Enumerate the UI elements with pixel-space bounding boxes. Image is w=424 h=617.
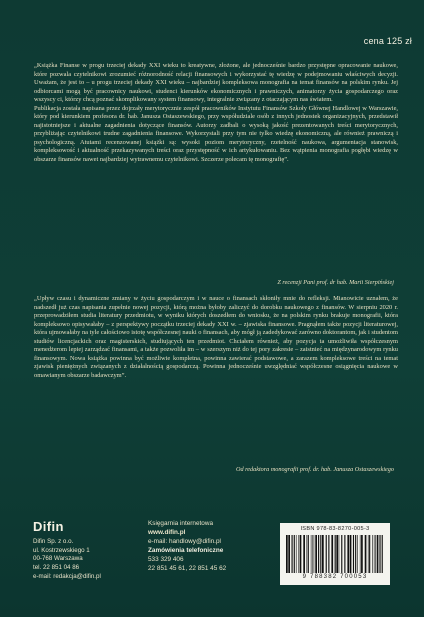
publisher-line: 00-768 Warszawa [33,555,83,563]
barcode-bar [331,535,333,573]
publisher-line: Difin Sp. z o.o. [33,538,74,545]
editor-signature: Od redaktora monografii prof. dr. hab. Janusza Ostaszewskiego [235,466,394,473]
publisher-line: ul. Kostrzewskiego 1 [33,546,90,554]
phone-orders-label: Zamówienia telefoniczne [148,547,224,555]
shop-title: Księgarnia internetowa [148,520,214,527]
barcode-bar [353,535,354,573]
barcode-bar [286,535,288,573]
barcode [280,523,390,585]
barcode-digits: 9 788382 700053 [302,574,368,580]
barcode-bar [328,535,329,573]
footer [0,505,424,617]
barcode-bars [286,535,384,573]
barcode-bar [372,535,373,573]
barcode-bar [326,535,327,573]
barcode-bar [288,535,290,573]
online-shop-info [148,519,226,574]
shop-phone: 533 329 406 [148,556,184,564]
barcode-bar [375,535,376,573]
review-ostaszewski [34,295,398,380]
barcode-bar [335,535,336,573]
barcode-bar [369,535,370,573]
isbn-text: ISBN 978-83-8270-005-3 [300,526,370,532]
shop-email: e-mail: handlowy@difin.pl [148,538,221,546]
shop-phone: 22 851 45 61, 22 851 45 62 [148,565,227,573]
barcode-bar [368,535,369,573]
barcode-bar [320,535,321,573]
publisher-address [33,538,101,582]
barcode-bar [303,535,305,573]
barcode-bar [347,535,349,573]
barcode-bar [308,535,309,573]
barcode-bar [322,535,324,573]
barcode-bar [374,535,375,573]
barcode-bar [311,535,312,573]
barcode-bar [292,535,293,573]
publisher-line: tel. 22 851 04 86 [33,564,80,572]
barcode-bar [294,535,295,573]
price-label: cena 125 zł [363,36,412,46]
barcode-bar [365,535,367,573]
barcode-bar [318,535,319,573]
barcode-bar [296,535,297,573]
barcode-bar [355,535,356,573]
barcode-bar [357,535,358,573]
barcode-bar [382,535,383,573]
barcode-bar [339,535,340,573]
barcode-bar [377,535,379,573]
review-signature: Z recenzji Pani prof. dr hab. Marii Sierpińskiej [277,279,394,286]
shop-url: www.difin.pl [148,529,186,537]
difin-logo: Difin [33,519,64,534]
barcode-bar [307,535,308,573]
barcode-bar [361,535,363,573]
barcode-bar [300,535,302,573]
review-paragraph: Publikacja została napisana przez dojrzały merytorycznie zespół pracowników Instytutu Finansów Szkoły Głównej Handlowej w Warszawie, który pod kierunkiem profesora dr. hab. Janusza Ostaszewskiego, przy współudziale osób z innych jednostek organizacyjnych, przedstawił najistotniejsze i aktualne zagadnienia dotyczące finansów. Autorzy zadbali o wysoką jakość prezentowanych treści merytorycznych, przybliżając czytelnikowi trudne zagadnienia finansowe. Wykorzystali przy tym nie tylko wiedzę ekonomiczną, ale również prawniczą i psychologiczną. Atutami recenzowanej książki są: wysoki poziom merytoryczny, rzetelność naukowa, argumentacja stanowisk, kompleksowość i aktualność przekazywanych treści oraz przystępność w ich artykułowaniu. Bez wątpienia monografia pogłębi wiedzę w obszarze finansów nawet najbardziej wytrawnemu czytelnikowi. Szczerze polecam tę monografię”. [34,104,398,164]
barcode-bar [315,535,317,573]
barcode-bar [314,535,315,573]
barcode-bar [298,535,299,573]
barcode-bar [360,535,361,573]
barcode-bar [344,535,345,573]
barcode-bar [312,535,313,573]
barcode-bar [379,535,380,573]
review-sierpinska [34,62,398,165]
review-paragraph: „Książka Finanse w progu trzeciej dekady XXI wieku to kreatywne, złożone, ale jednocześnie bardzo przystępne opracowanie naukowe, które pozwala czytelnikowi zrozumieć różnorodność relacji finansowych i wykorzystać tę wiedzę w podejmowaniu właściwych decyzji. Uważam, że jest to – u progu trzeciej dekady XXI wieku – najbardziej kompleksowa monografia na temat finansów na polskim rynku. Jej odbiorcami mogą być pracownicy naukowi, studenci kierunków ekonomicznych i prawniczych, animatorzy życia gospodarczego oraz wszyscy ci, którzy chcą poznać skomplikowany system finansowy, integralnie związany z otaczającym nas światem. [34,62,398,104]
barcode-bar [336,535,338,573]
publisher-line: e-mail: redakcja@difin.pl [33,572,101,580]
barcode-bar [341,535,342,573]
review-paragraph: „Upływ czasu i dynamiczne zmiany w życiu gospodarczym i w nauce o finansach skłoniły mnie do refleksji. Mianowicie uznałem, że nadszedł już czas napisania zupełnie nowej pozycji, którą można byłoby zaliczyć do dorobku naukowego z finansów. W sierpniu 2020 r. przeprowadziłem studia literatury przedmiotu, w wyniku których doszedłem do wniosku, że na polskim rynku brakuje monografii, która kompleksowo opisywałaby – z perspektywy początku trzeciej dekady XXI w. – zjawiska finansowe. Pragnąłem także pozycji literaturowej, która ujmowałaby na tyle całościowo istotę współczesnej nauki o finansach, aby mógł ją zadedykować zarówno doktorantom, jak i studentom studiów licencjackich oraz magisterskich, studiujących ten przedmiot. Chciałem również, aby pozycja ta umożliwiła współczesnym menedżerom lepiej zarządzać finansami, a także pozwoliła im – w szerszym niż do tej pory zakresie – zaistnieć na międzynarodowym rynku finansowym. Nowa książka powinna być możliwie kompletna, powinna zawierać podstawowe, a zarazem kompleksowe treści na temat zjawisk pieniężnych związanych z działalnością gospodarczą. Powinna jednocześnie uwzględniać współczesne osiągnięcia naukowe w omawianym obszarze badawczym”. [34,295,398,379]
barcode-bar [350,535,352,573]
